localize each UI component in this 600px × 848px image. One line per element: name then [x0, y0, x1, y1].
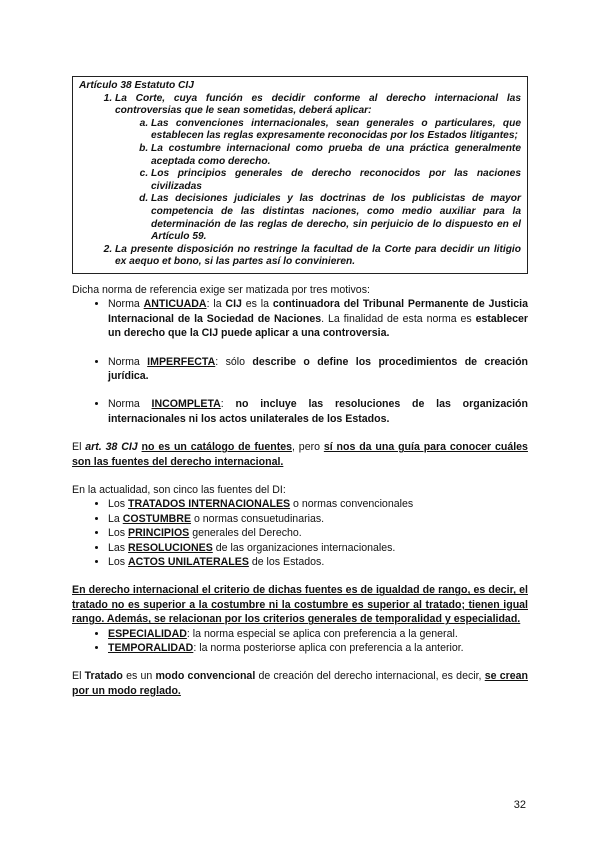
motive-keyword: ANTICUADA [143, 298, 207, 311]
motives-list [72, 297, 528, 426]
source-prefix: La [108, 512, 123, 525]
note-text: El [72, 441, 86, 454]
article-subitem-b: b. La costumbre internacional como prueba de una práctica generalmente aceptada como derecho. [151, 143, 521, 168]
source-prefix: Las [108, 541, 129, 554]
motive-keyword: IMPERFECTA [147, 355, 216, 368]
criteria-list [72, 627, 528, 656]
note-text: de creación del derecho internacional, es decir, [255, 670, 485, 683]
article-sublist [115, 118, 521, 244]
source-keyword: TRATADOS INTERNACIONALES [128, 498, 291, 511]
criterion-text: : la norma posteriorse aplica con preferencia a la anterior. [193, 642, 464, 655]
note-emphasis: sí nos da una guía para conocer cuáles son las fuentes del derecho internacional. [72, 441, 528, 468]
source-item [108, 512, 528, 526]
motive-anticuada [108, 297, 528, 340]
source-prefix: Los [108, 498, 129, 511]
article-subitem-d: d. Las decisiones judiciales y las doctrinas de los publicistas de mayor competencia de las distintas naciones, como medio auxiliar para la determinación de las reglas de derecho, sin perjuicio de lo dispuesto en el Artículo 59. [151, 193, 521, 243]
note-bold: modo convencional [155, 670, 256, 683]
motive-bold: no incluye las resoluciones de las organización internacionales ni los actos unilaterales de los Estados. [108, 398, 528, 425]
article-item-2: 2. La presente disposición no restringe la facultad de la Corte para decidir un litigio ex aequo et bono, si las partes así lo convinieren. [115, 244, 521, 269]
note-article-ref: art. 38 CIJ [85, 441, 138, 454]
motive-text: . La finalidad de esta norma es [321, 312, 476, 325]
source-item [108, 526, 528, 540]
source-item [108, 497, 528, 511]
sources-list [72, 497, 528, 569]
source-prefix: Los [108, 527, 129, 540]
article-item-1 [115, 93, 521, 244]
source-keyword: PRINCIPIOS [128, 527, 190, 540]
article-subitem-c: c. Los principios generales de derecho reconocidos por las naciones civilizadas [151, 168, 521, 193]
motive-imperfecta [108, 355, 528, 384]
note-text: es un [122, 670, 156, 683]
note-text: El [72, 670, 85, 683]
motives-intro: Dicha norma de referencia exige ser matizada por tres motivos: [72, 283, 370, 296]
source-keyword: ACTOS UNILATERALES [128, 556, 249, 568]
criterion-temporalidad [108, 641, 528, 655]
criterion-especialidad [108, 627, 528, 641]
source-text: o normas convencionales [290, 498, 414, 511]
motive-incompleta [108, 397, 528, 426]
source-keyword: RESOLUCIONES [128, 541, 213, 554]
source-keyword: COSTUMBRE [122, 512, 192, 525]
article-38-box [72, 76, 528, 274]
criterion-keyword: ESPECIALIDAD [108, 627, 187, 640]
article-heading: Artículo 38 Estatuto CIJ [79, 80, 194, 91]
note-emphasis: se crean por un modo reglado. [72, 670, 528, 697]
source-prefix: Los [108, 556, 129, 568]
sources-intro: En la actualidad, son cinco las fuentes del DI: [72, 483, 286, 496]
motive-prefix: Norma [108, 398, 152, 411]
source-text: o normas consuetudinarias. [191, 512, 325, 525]
motive-bold: continuadora del Tribunal Permanente de Justicia Internacional de la Sociedad de Naciones [108, 298, 529, 325]
motive-keyword: INCOMPLETA [151, 398, 221, 411]
art38-note [72, 440, 528, 469]
source-item [108, 555, 528, 569]
criterion-text: : la norma especial se aplica con preferencia a la general. [186, 627, 458, 640]
source-text: de las organizaciones internacionales. [212, 541, 396, 554]
motive-text: : sólo [215, 355, 253, 368]
article-item-1-text: La Corte, cuya función es decidir conforme al derecho internacional las controversias que le sean sometidas, deberá aplicar: [115, 92, 521, 117]
criterion-keyword: TEMPORALIDAD [108, 642, 194, 655]
hierarchy-paragraph: En derecho internacional el criterio de dichas fuentes es de igualdad de rango, es decir, el tratado no es superior a la costumbre ni la costumbre es superior al tratado; tienen igual rango. Además, se relacionan por los criterios generales de temporalidad y especialidad. [72, 584, 528, 626]
source-text: generales del Derecho. [189, 527, 302, 540]
motive-prefix: Norma [108, 355, 148, 368]
note-bold: Tratado [84, 670, 123, 683]
article-subitem-a: a. Las convenciones internacionales, sean generales o particulares, que establecen las reglas expresamente reconocidas por los Estados litigantes; [151, 118, 521, 143]
motive-text: es la [241, 298, 273, 311]
source-text: de los Estados. [248, 556, 325, 568]
page-content [72, 76, 528, 698]
treaty-note [72, 669, 528, 698]
motive-text: : [220, 398, 236, 411]
article-list [79, 93, 521, 269]
motive-text: : la [206, 298, 226, 311]
note-text: , pero [292, 441, 324, 454]
motive-bold: establecer un derecho que la CIJ puede aplicar a una controversia. [108, 312, 528, 340]
motive-bold: describe o define los procedimientos de creación jurídica. [108, 355, 529, 382]
motive-prefix: Norma [108, 298, 144, 311]
motive-bold: CIJ [225, 298, 242, 311]
page-number: 32 [513, 799, 526, 811]
source-item [108, 541, 528, 555]
note-emphasis: no es un catálogo de fuentes [141, 441, 293, 454]
